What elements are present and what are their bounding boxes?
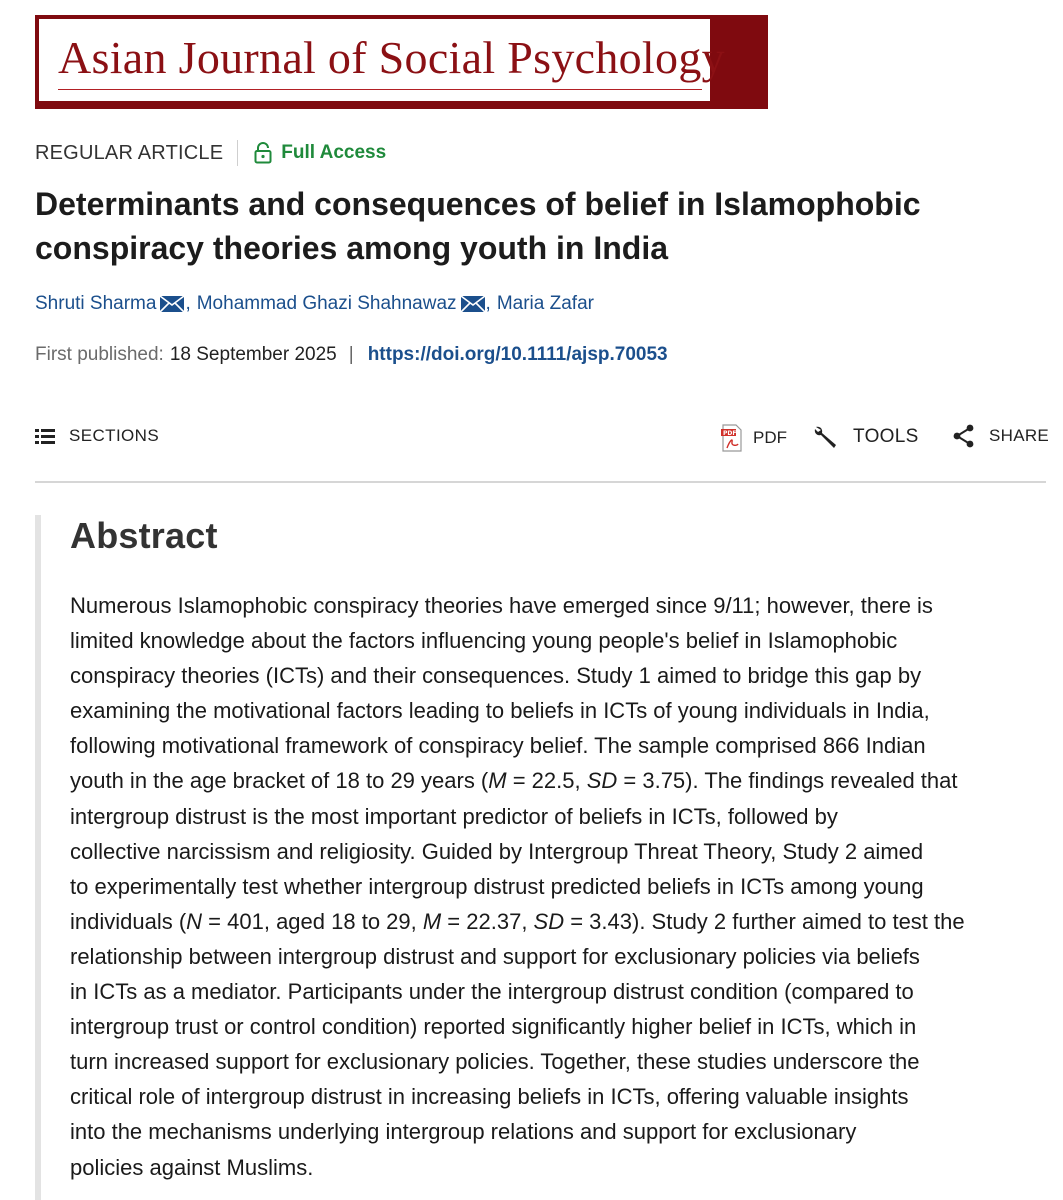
abstract-line: following motivational framework of conspiracy belief. The sample comprised 866 Indian [70, 733, 926, 759]
abstract-line: to experimentally test whether intergroup distrust predicted beliefs in ICTs among young [70, 873, 924, 899]
author-link[interactable] [35, 293, 185, 315]
abstract-side-bar [35, 515, 41, 1200]
pdf-icon [721, 424, 743, 452]
logo-rule [58, 89, 702, 90]
abstract-line: conspiracy theories (ICTs) and their consequences. Study 1 aimed to bridge this gap by [70, 663, 922, 689]
abstract-line: limited knowledge about the factors influencing young people's belief in Islamophobic [70, 628, 898, 654]
stat-symbol: SD [586, 768, 618, 794]
doi-link[interactable]: https://doi.org/10.1111/ajsp.70053 [367, 344, 668, 365]
first-published-date: 18 September 2025 [169, 344, 337, 365]
author-name[interactable]: Shruti Sharma [35, 293, 157, 314]
stat-symbol: N [186, 908, 203, 934]
access-badge: Full Access [281, 142, 387, 163]
toolbar-divider [35, 481, 1046, 483]
abstract-line: turn increased support for exclusionary policies. Together, these studies underscore the [70, 1049, 920, 1075]
share-label[interactable]: SHARE [989, 426, 1050, 445]
pdf-button[interactable] [721, 424, 787, 452]
author-list [35, 293, 594, 315]
abstract-line: in ICTs as a mediator. Participants under the intergroup distrust condition (compared to [70, 979, 914, 1005]
lock-open-icon [254, 142, 272, 164]
tools-label[interactable]: TOOLS [853, 426, 919, 447]
divider [237, 140, 238, 166]
stat-symbol: M [488, 768, 507, 794]
share-icon [953, 424, 975, 448]
article-meta-row [35, 140, 386, 166]
author-name[interactable]: Maria Zafar [496, 293, 594, 314]
sections-button[interactable] [35, 426, 159, 446]
stat-symbol: M [422, 908, 442, 934]
journal-logo [39, 19, 725, 101]
author-name[interactable]: Mohammad Ghazi Shahnawaz [196, 293, 457, 314]
separator: , [485, 293, 491, 314]
stat-symbol: SD [533, 908, 565, 934]
abstract-line: Numerous Islamophobic conspiracy theories have emerged since 9/11; however, there is [70, 593, 933, 618]
abstract-line: examining the motivational factors leading to beliefs in ICTs of young individuals in India, [70, 698, 930, 724]
abstract-line: relationship between intergroup distrust and support for exclusionary policies via beliefs [70, 943, 920, 969]
svg-text:PDF: PDF [723, 430, 737, 437]
list-menu-icon [35, 427, 55, 445]
abstract-line: critical role of intergroup distrust in increasing beliefs in ICTs, offering valuable insights [70, 1084, 909, 1110]
wrench-icon [813, 424, 839, 450]
article-toolbar [35, 418, 1050, 464]
publication-info [35, 344, 668, 366]
abstract-line: collective narcissism and religiosity. Guided by Intergroup Threat Theory, Study 2 aimed [70, 838, 924, 864]
journal-banner[interactable] [35, 15, 768, 109]
first-published-label: First published: [35, 344, 164, 365]
separator: , [185, 293, 191, 314]
tools-button[interactable] [813, 424, 919, 450]
abstract-line: youth in the age bracket of 18 to 29 years (M = 22.5, SD = 3.75). The findings revealed that [70, 768, 958, 794]
article-title: Determinants and consequences of belief in Islamophobic conspiracy theories among youth in India [35, 186, 921, 266]
article-type: REGULAR ARTICLE [35, 141, 224, 164]
mail-icon[interactable] [460, 295, 486, 313]
pdf-label[interactable]: PDF [753, 428, 787, 447]
abstract-line: individuals (N = 401, aged 18 to 29, M = 22.37, SD = 3.43). Study 2 further aimed to test the [70, 908, 965, 934]
abstract-line: intergroup trust or control condition) reported significantly higher belief in ICTs, which in [70, 1014, 917, 1040]
author-link[interactable] [197, 293, 486, 315]
journal-name: Asian Journal of Social Psychology [58, 32, 725, 83]
mail-icon[interactable] [159, 295, 185, 313]
author-link[interactable] [497, 293, 594, 315]
abstract-heading: Abstract [70, 515, 218, 556]
share-button[interactable] [953, 424, 1049, 448]
abstract-line: policies against Muslims. [70, 1154, 314, 1180]
sections-label[interactable]: SECTIONS [69, 426, 160, 445]
abstract-line: into the mechanisms underlying intergroup relations and support for exclusionary [70, 1119, 857, 1145]
abstract-line: intergroup distrust is the most important predictor of beliefs in ICTs, followed by [70, 803, 838, 829]
abstract-text [70, 588, 1048, 1185]
divider: | [348, 344, 354, 365]
